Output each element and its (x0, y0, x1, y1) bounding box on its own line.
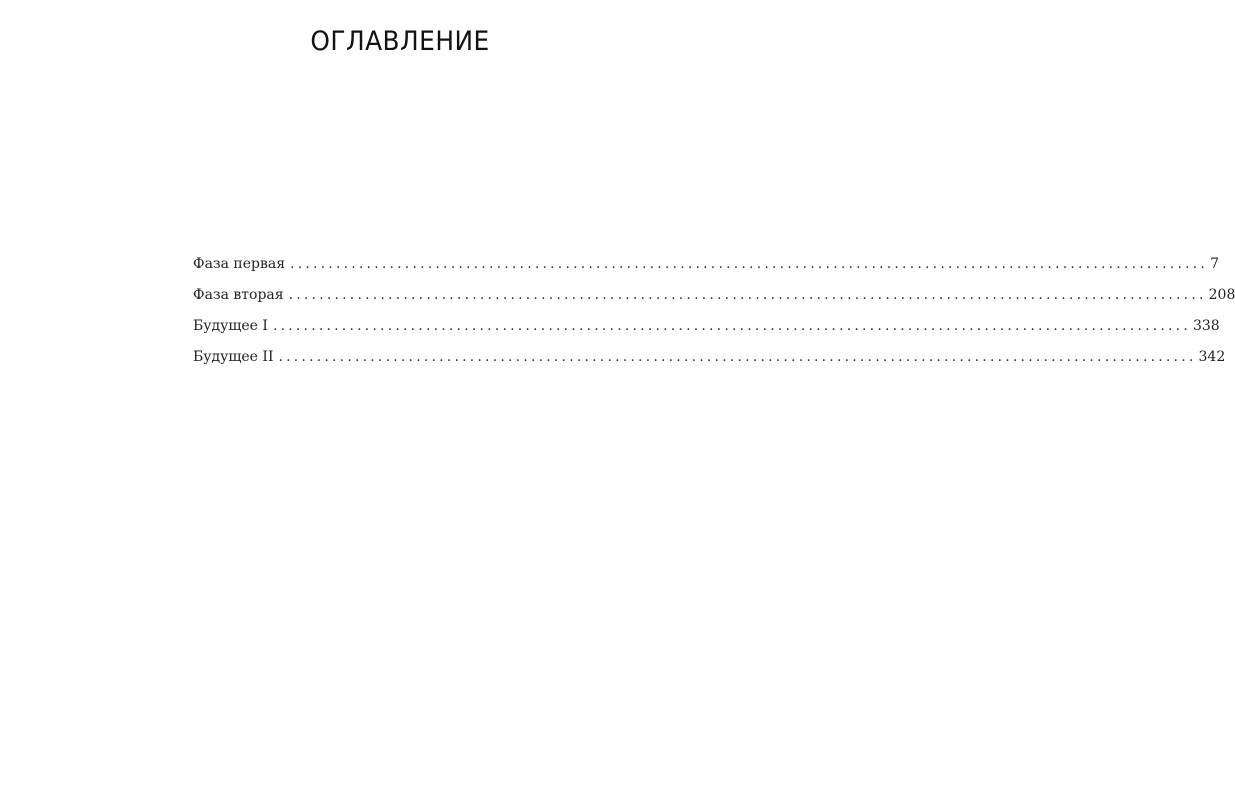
toc-entry-page: 7 (1210, 256, 1219, 272)
toc-entry-label: Будущее I (193, 318, 268, 334)
table-of-contents (193, 253, 1235, 377)
toc-entry[interactable] (193, 315, 1220, 346)
toc-entry[interactable] (193, 284, 1235, 315)
toc-entry-page: 338 (1192, 318, 1220, 334)
toc-dot-leader: ........................................................................................................................ (290, 256, 1209, 272)
page-title: ОГЛАВЛЕНИЕ (310, 26, 490, 57)
toc-entry-page: 208 (1208, 287, 1235, 303)
toc-dot-leader: ........................................................................................................................ (272, 318, 1191, 334)
toc-entry-label: Фаза вторая (193, 287, 284, 303)
toc-dot-leader: ........................................................................................................................ (278, 349, 1197, 365)
toc-entry-label: Будущее II (193, 349, 274, 365)
toc-entry[interactable] (193, 346, 1226, 377)
toc-dot-leader: ........................................................................................................................ (288, 287, 1207, 303)
toc-entry-label: Фаза первая (193, 256, 286, 272)
toc-entry-page: 342 (1198, 349, 1226, 365)
toc-entry[interactable] (193, 253, 1219, 284)
